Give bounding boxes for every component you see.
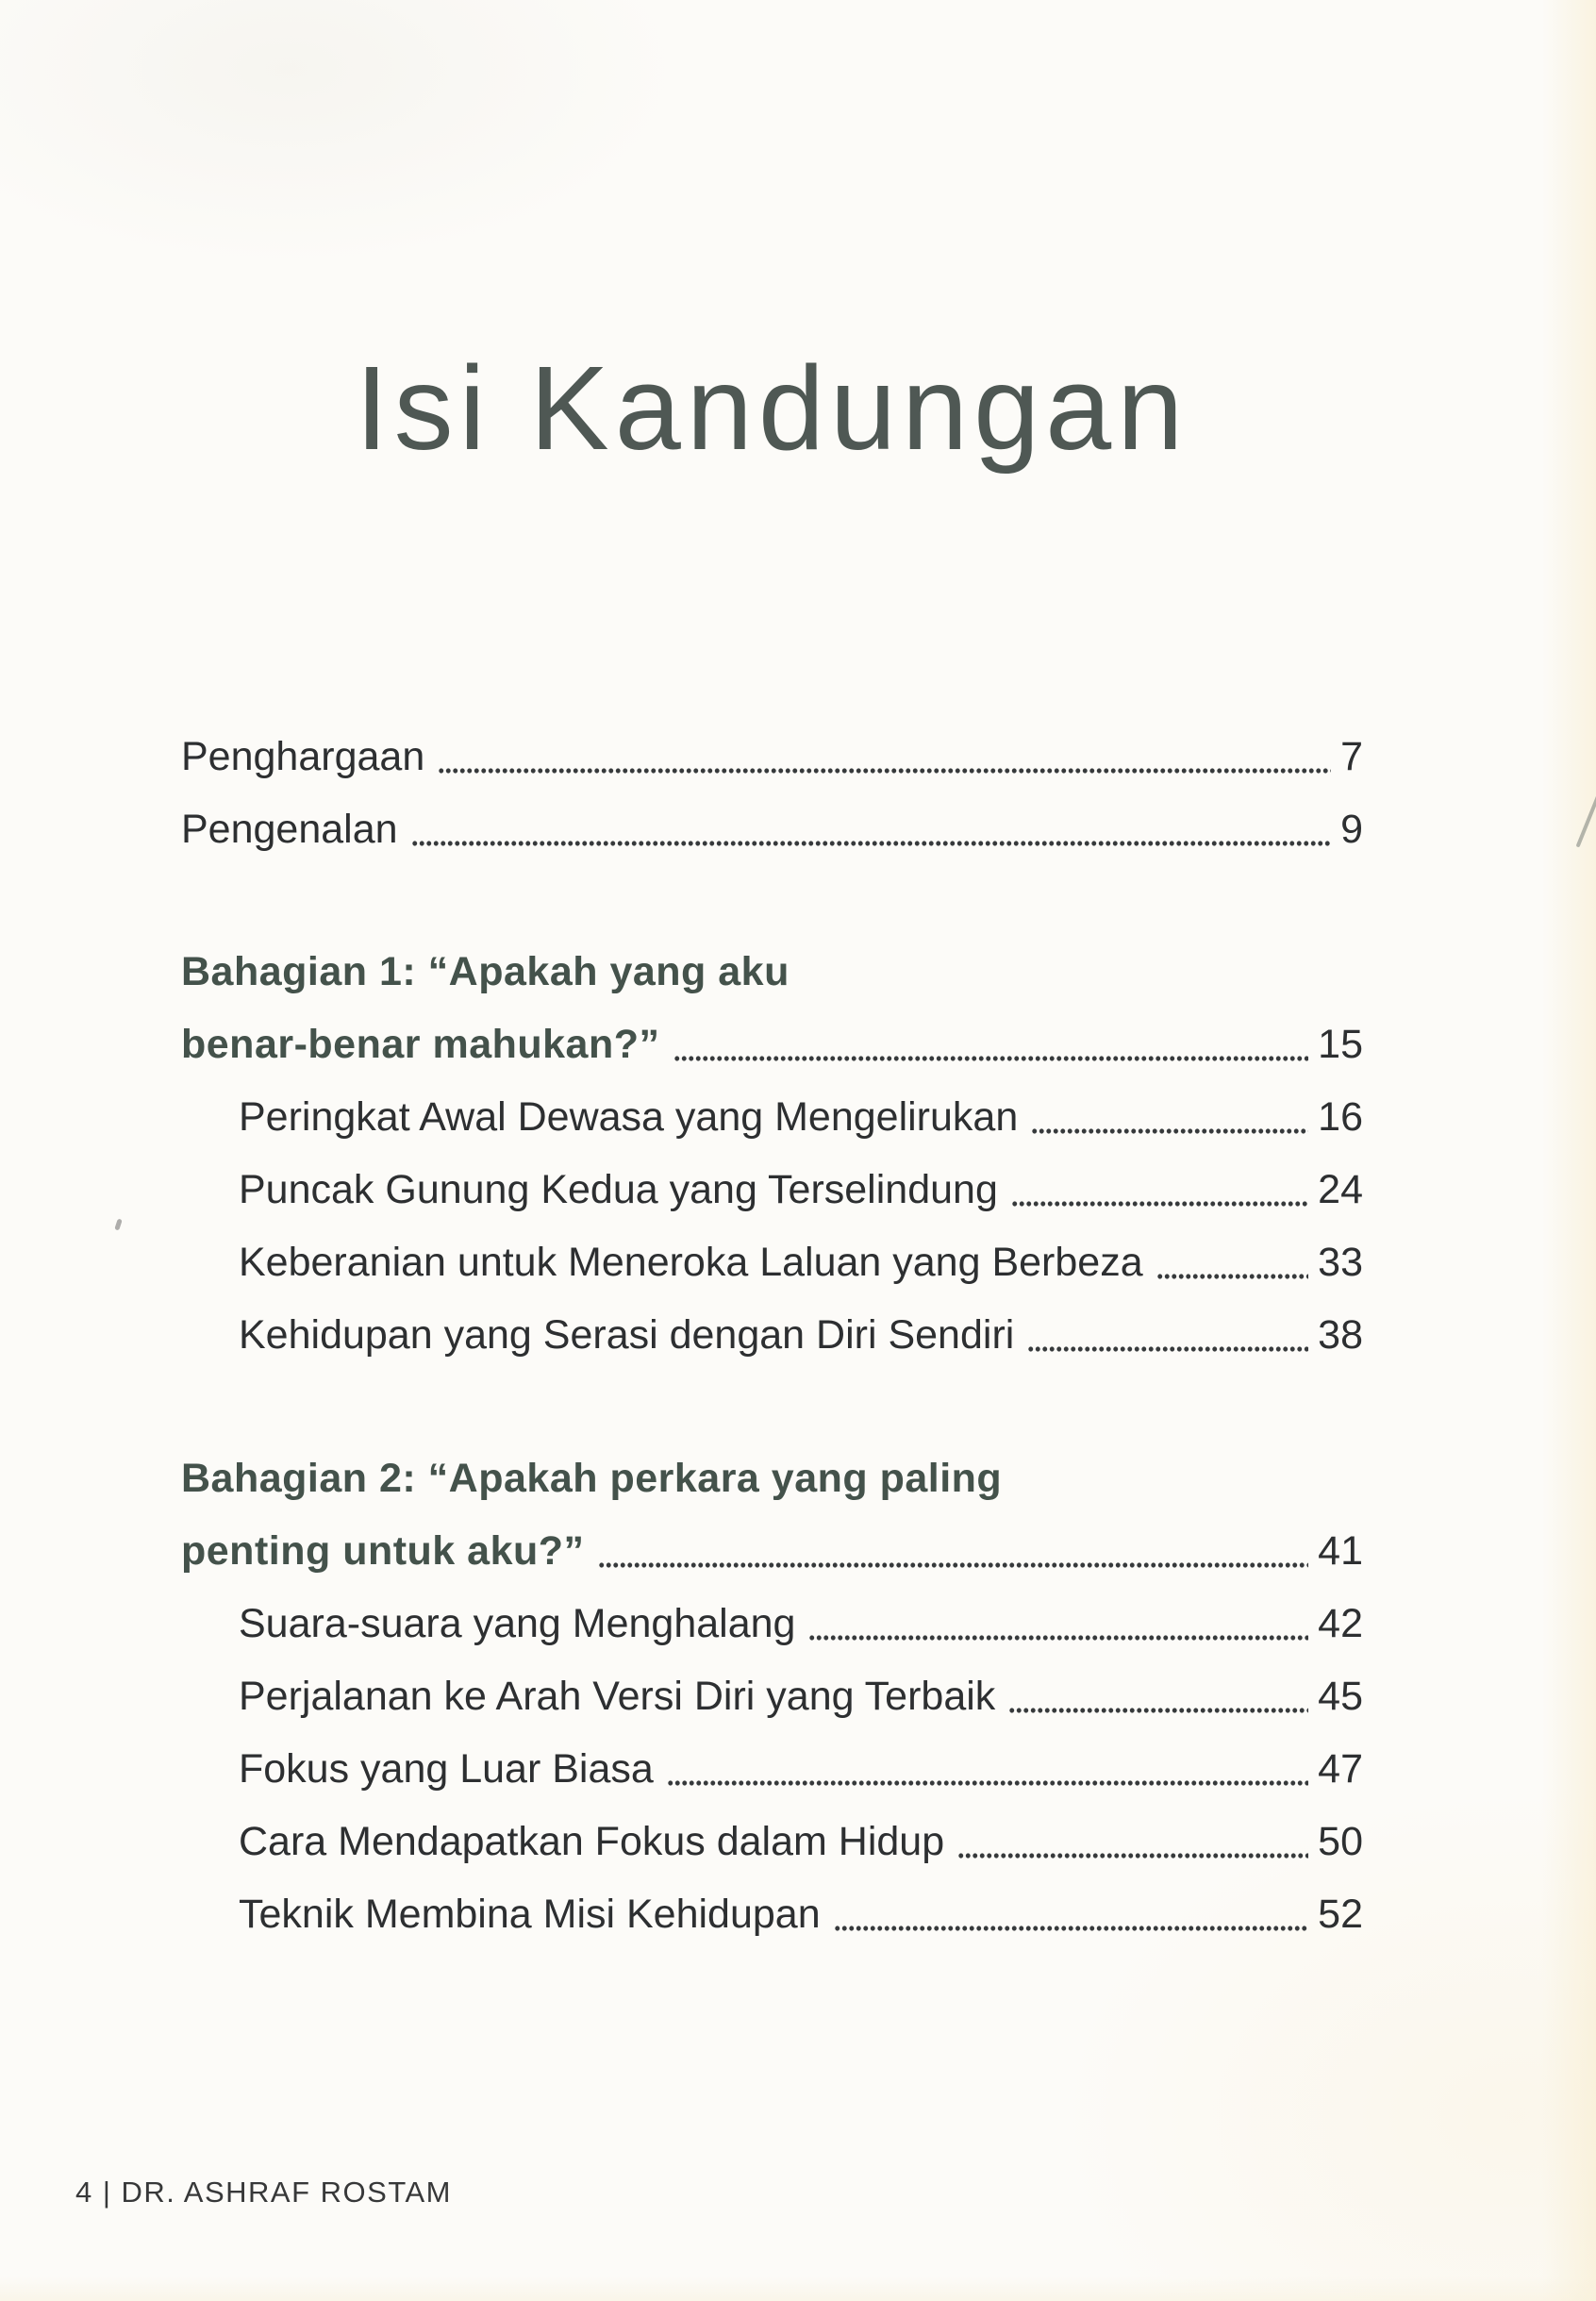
- page-number: 16: [1318, 1093, 1363, 1140]
- toc-entry: [181, 1008, 1363, 1080]
- scan-edge-tint: [1541, 0, 1596, 2301]
- toc-entry-label: Keberanian untuk Meneroka Laluan yang Berbeza: [239, 1239, 1143, 1285]
- dot-leader: [1008, 1676, 1308, 1716]
- dot-leader: [957, 1821, 1308, 1861]
- page-number: 45: [1318, 1673, 1363, 1719]
- toc-entry: [181, 935, 1363, 1008]
- toc-entry: [181, 1514, 1363, 1587]
- scan-artifact: [1576, 792, 1596, 848]
- dot-leader: [1027, 1314, 1308, 1355]
- toc-entry-label: Cara Mendapatkan Fokus dalam Hidup: [239, 1818, 945, 1864]
- dot-leader: [1156, 1242, 1309, 1282]
- page-number: 15: [1318, 1021, 1363, 1067]
- page-number: 42: [1318, 1600, 1363, 1646]
- toc-entry-label: Penghargaan: [181, 733, 425, 779]
- toc-entry: [181, 1226, 1363, 1298]
- dot-leader: [667, 1748, 1308, 1789]
- toc-entry: [181, 1153, 1363, 1226]
- toc: [181, 720, 1363, 1950]
- dot-leader: [1031, 1096, 1308, 1137]
- toc-entry-label: Kehidupan yang Serasi dengan Diri Sendiri: [239, 1311, 1015, 1358]
- footer-text: 4 | DR. ASHRAF ROSTAM: [75, 2176, 452, 2209]
- toc-entry: [181, 1877, 1363, 1950]
- dot-leader: [1011, 1169, 1308, 1209]
- page-number: 47: [1318, 1745, 1363, 1792]
- toc-entry: [181, 1442, 1363, 1514]
- page-number: 7: [1340, 733, 1363, 779]
- toc-entry-label: Teknik Membina Misi Kehidupan: [239, 1891, 821, 1937]
- toc-entry: [181, 792, 1363, 865]
- dot-leader: [808, 1603, 1308, 1643]
- page-number: 33: [1318, 1239, 1363, 1285]
- toc-entry-label: Suara-suara yang Menghalang: [239, 1600, 796, 1646]
- toc-entry: [181, 1080, 1363, 1153]
- toc-entry: [181, 1587, 1363, 1659]
- toc-entry-label: Perjalanan ke Arah Versi Diri yang Terbaik: [239, 1673, 996, 1719]
- page-number: 38: [1318, 1311, 1363, 1358]
- dot-leader: [438, 736, 1331, 776]
- dot-leader: [673, 1024, 1309, 1064]
- scan-bottom-tint: [0, 2276, 1596, 2301]
- toc-entry: [181, 1298, 1363, 1371]
- toc-entry-label: Puncak Gunung Kedua yang Terselindung: [239, 1166, 998, 1212]
- toc-entry-label: Peringkat Awal Dewasa yang Mengelirukan: [239, 1093, 1019, 1140]
- scan-artifact: [114, 1219, 122, 1231]
- section-title-line: penting untuk aku?”: [181, 1527, 585, 1574]
- page-title: Isi Kandungan: [355, 342, 1189, 475]
- dot-leader: [834, 1893, 1309, 1934]
- section-title-line: Bahagian 2: “Apakah perkara yang paling: [181, 1455, 1003, 1501]
- page-number: 52: [1318, 1891, 1363, 1937]
- dot-leader: [411, 809, 1332, 849]
- toc-entry: [181, 1805, 1363, 1877]
- toc-entry: [181, 720, 1363, 792]
- section-title-line: benar-benar mahukan?”: [181, 1021, 660, 1067]
- page-number: 41: [1318, 1527, 1363, 1574]
- page-number: 24: [1318, 1166, 1363, 1212]
- section-title-line: Bahagian 1: “Apakah yang aku: [181, 948, 790, 994]
- toc-entry: [181, 1732, 1363, 1805]
- toc-entry-label: Pengenalan: [181, 806, 398, 852]
- toc-entry-label: Fokus yang Luar Biasa: [239, 1745, 654, 1792]
- page-number: 9: [1340, 806, 1363, 852]
- dot-leader: [598, 1530, 1309, 1571]
- page-number: 50: [1318, 1818, 1363, 1864]
- toc-entry: [181, 1659, 1363, 1732]
